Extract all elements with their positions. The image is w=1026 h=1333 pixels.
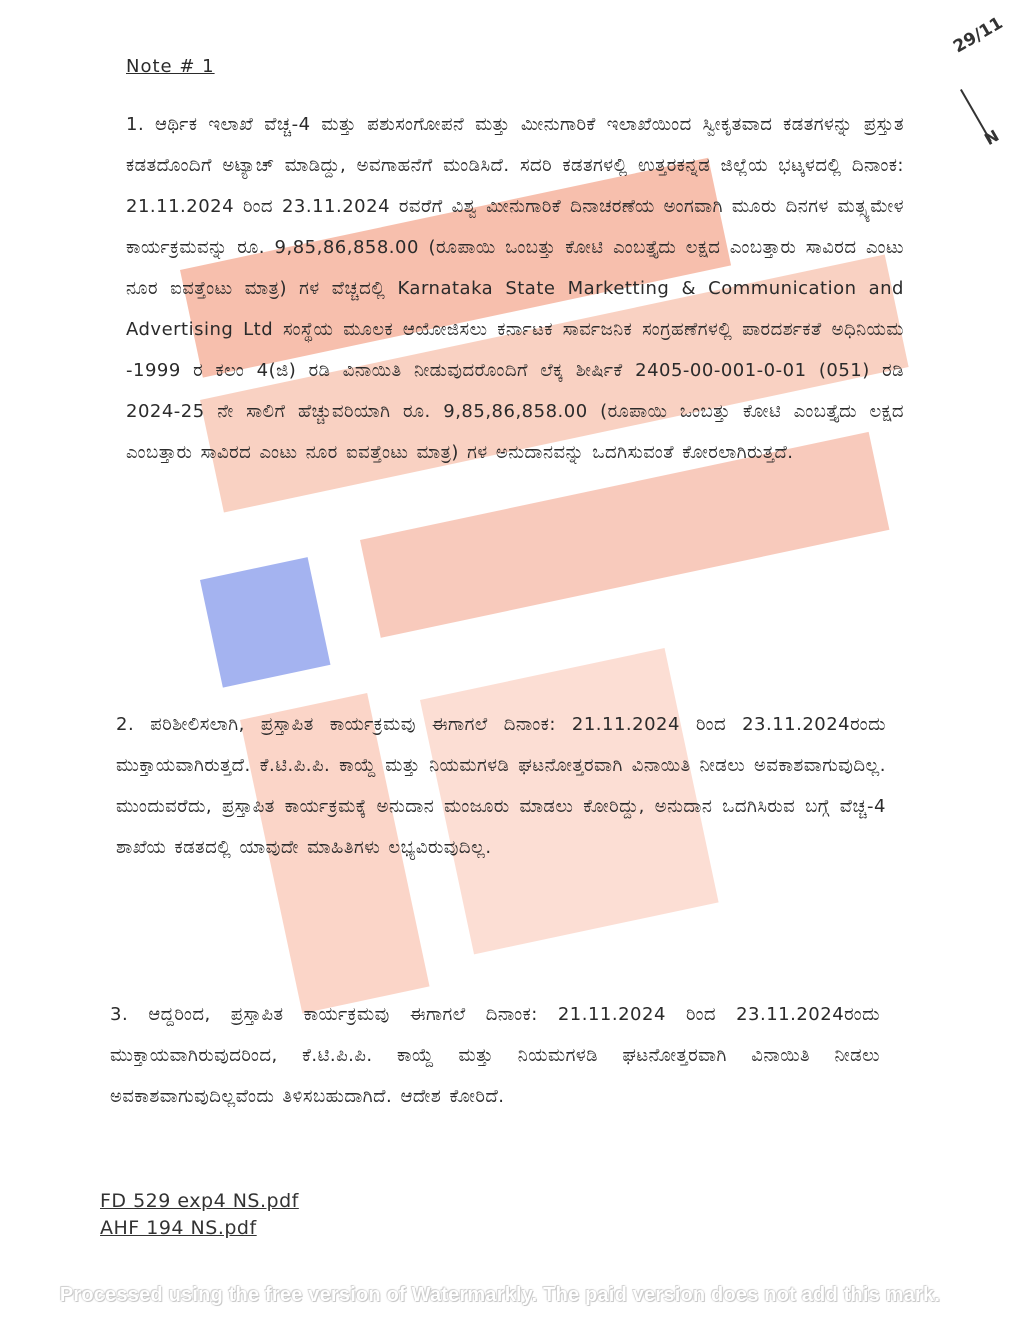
stamp-letter: N bbox=[981, 125, 1003, 150]
attachment-link[interactable]: FD 529 exp4 NS.pdf bbox=[100, 1190, 299, 1212]
watermark-logo-square bbox=[200, 557, 330, 687]
note-title: Note # 1 bbox=[126, 56, 215, 77]
attachment-link[interactable]: AHF 194 NS.pdf bbox=[100, 1217, 257, 1239]
date-stamp: 29/11 bbox=[950, 13, 1007, 58]
footer-watermark: Processed using the free version of Watermarkly. The paid version does not add this mark. bbox=[59, 1284, 941, 1306]
paragraph-2: 2. ಪರಿಶೀಲಿಸಲಾಗಿ, ಪ್ರಸ್ತಾಪಿತ ಕಾರ್ಯಕ್ರಮವು ಈಗಾಗಲೆ ದಿನಾಂಕ: 21.11.2024 ರಿಂದ 23.11.2024ರಂದು ಮುಕ್ತಾಯವಾಗಿರುತ್ತದೆ. ಕೆ.ಟಿ.ಪಿ.ಪಿ. ಕಾಯ್ದೆ ಮತ್ತು ನಿಯಮಗಳಡಿ ಘಟನೋತ್ತರವಾಗಿ ವಿನಾಯಿತಿ ನೀಡಲು ಅವಕಾಶವಾಗುವುದಿಲ್ಲ. ಮುಂದುವರೆದು, ಪ್ರಸ್ತಾಪಿತ ಕಾರ್ಯಕ್ರಮಕ್ಕೆ ಅನುದಾನ ಮಂಜೂರು ಮಾಡಲು ಕೋರಿದ್ದು, ಅನುದಾನ ಒದಗಿಸಿರುವ ಬಗ್ಗೆ ವೆಚ್ಚ-4 ಶಾಖೆಯ ಕಡತದಲ್ಲಿ ಯಾವುದೇ ಮಾಹಿತಿಗಳು ಲಭ್ಯವಿರುವುದಿಲ್ಲ. bbox=[116, 714, 886, 858]
paragraph-1: 1. ಆರ್ಥಿಕ ಇಲಾಖೆ ವೆಚ್ಚ-4 ಮತ್ತು ಪಶುಸಂಗೋಪನೆ ಮತ್ತು ಮೀನುಗಾರಿಕೆ ಇಲಾಖೆಯಿಂದ ಸ್ವೀಕೃತವಾದ ಕಡತಗಳನ್ನು ಪ್ರಸ್ತುತ ಕಡತದೊಂದಿಗೆ ಅಟ್ಯಾಚ್ ಮಾಡಿದ್ದು, ಅವಗಾಹನೆಗೆ ಮಂಡಿಸಿದೆ. ಸದರಿ ಕಡತಗಳಲ್ಲಿ ಉತ್ತರಕನ್ನಡ ಜಿಲ್ಲೆಯ ಭಟ್ಕಳದಲ್ಲಿ ದಿನಾಂಕ: 21.11.2024 ರಿಂದ 23.11.2024 ರವರೆಗೆ ವಿಶ್ವ ಮೀನುಗಾರಿಕೆ ದಿನಾಚರಣೆಯ ಅಂಗವಾಗಿ ಮೂರು ದಿನಗಳ ಮತ್ಸ್ಯಮೇಳ ಕಾರ್ಯಕ್ರಮವನ್ನು ರೂ. 9,85,86,858.00 (ರೂಪಾಯಿ ಒಂಬತ್ತು ಕೋಟಿ ಎಂಬತ್ತೈದು ಲಕ್ಷದ ಎಂಬತ್ತಾರು ಸಾವಿರದ ಎಂಟು ನೂರ ಐವತ್ತೆಂಟು ಮಾತ್ರ) ಗಳ ವೆಚ್ಚದಲ್ಲಿ Karnataka State Marketting & Communication and Advertising Ltd ಸಂಸ್ಥೆಯ ಮೂಲಕ ಆಯೋಜಿಸಲು ಕರ್ನಾಟಕ ಸಾರ್ವಜನಿಕ ಸಂಗ್ರಹಣೆಗಳಲ್ಲಿ ಪಾರದರ್ಶಕತೆ ಅಧಿನಿಯಮ -1999 ರ ಕಲಂ 4(ಜಿ) ರಡಿ ವಿನಾಯಿತಿ ನೀಡುವುದರೊಂದಿಗೆ ಲೆಕ್ಕ ಶೀರ್ಷಿಕೆ 2405-00-001-0-01 (051) ರಡಿ 2024-25 ನೇ ಸಾಲಿಗೆ ಹೆಚ್ಚುವರಿಯಾಗಿ ರೂ. 9,85,86,858.00 (ರೂಪಾಯಿ ಒಂಬತ್ತು ಕೋಟಿ ಎಂಬತ್ತೈದು ಲಕ್ಷದ ಎಂಬತ್ತಾರು ಸಾವಿರದ ಎಂಟು ನೂರ ಐವತ್ತೆಂಟು ಮಾತ್ರ) ಗಳ ಅನುದಾನವನ್ನು ಒದಗಿಸುವಂತೆ ಕೋರಲಾಗಿರುತ್ತದೆ. bbox=[126, 114, 904, 463]
paragraph-3: 3. ಆದ್ದರಿಂದ, ಪ್ರಸ್ತಾಪಿತ ಕಾರ್ಯಕ್ರಮವು ಈಗಾಗಲೆ ದಿನಾಂಕ: 21.11.2024 ರಿಂದ 23.11.2024ರಂದು ಮುಕ್ತಾಯವಾಗಿರುವುದರಿಂದ, ಕೆ.ಟಿ.ಪಿ.ಪಿ. ಕಾಯ್ದೆ ಮತ್ತು ನಿಯಮಗಳಡಿ ಘಟನೋತ್ತರವಾಗಿ ವಿನಾಯಿತಿ ನೀಡಲು ಅವಕಾಶವಾಗುವುದಿಲ್ಲವೆಂದು ತಿಳಿಸಬಹುದಾಗಿದೆ. ಆದೇಶ ಕೋರಿದೆ. bbox=[110, 1004, 880, 1107]
